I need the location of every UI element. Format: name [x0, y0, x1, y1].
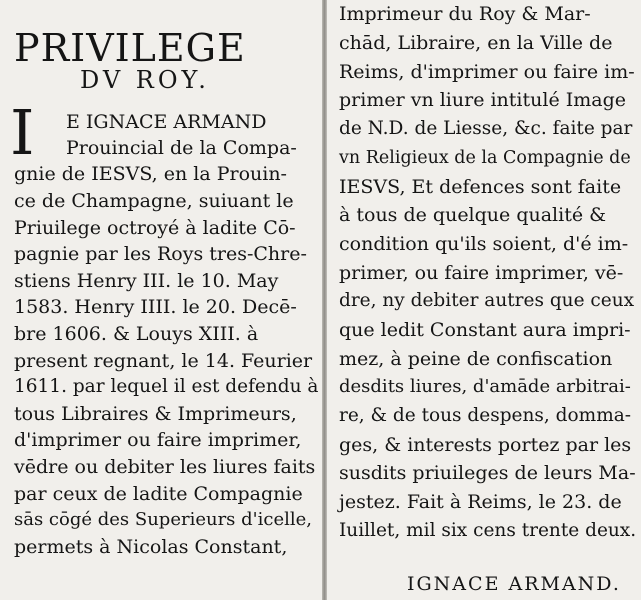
text-line: mez, à peine de confiscation — [339, 348, 613, 370]
text-line: ges, & interests portez par les — [339, 434, 632, 456]
text-line: primer vn liure intitulé Image — [339, 89, 626, 111]
text-line: chād, Libraire, en la Ville de — [339, 32, 613, 54]
text-line: re, & de tous despens, domma- — [339, 405, 632, 426]
text-line: condition qu'ils soient, d'é im- — [339, 233, 629, 255]
text-line: IESVS, Et defences sont faite — [339, 176, 622, 198]
text-line: Iuillet, mil six cens trente deux. — [339, 520, 637, 541]
text-line: bre 1606. & Louys XIII. à — [14, 323, 259, 345]
right-page — [327, 0, 641, 600]
text-line: stiens Henry III. le 10. May — [14, 270, 279, 292]
text-line: present regnant, le 14. Feurier — [14, 350, 313, 372]
privilege-title: PRIVILEGE — [14, 26, 246, 70]
text-line: vn Religieux de la Compagnie de — [339, 148, 631, 168]
text-line: tous Libraires & Imprimeurs, — [14, 403, 297, 425]
text-line: que ledit Constant aura impri- — [339, 319, 631, 341]
text-line: 1583. Henry IIII. le 20. Decē- — [14, 296, 297, 318]
text-line: vēdre ou debiter les liures faits — [14, 456, 316, 478]
text-line: Reims, d'imprimer ou faire im- — [339, 61, 635, 83]
text-line: sās cōgé des Superieurs d'icelle, — [14, 509, 312, 530]
text-line: Imprimeur du Roy & Mar- — [339, 3, 591, 25]
text-line: gnie de IESVS, en la Prouin- — [14, 163, 287, 185]
signature-line: IGNACE ARMAND. — [407, 573, 621, 595]
text-line: ce de Champagne, suiuant le — [14, 190, 294, 212]
text-line: de N.D. de Liesse, &c. faite par — [339, 118, 633, 139]
text-line: desdits liures, d'amāde arbitrai- — [339, 376, 631, 397]
text-line: permets à Nicolas Constant, — [14, 536, 288, 558]
text-line: susdits priuileges de leurs Ma- — [339, 462, 636, 484]
text-line: E IGNACE ARMAND — [66, 111, 267, 133]
text-line: Prouincial de la Compa- — [66, 137, 297, 159]
drop-cap: I — [10, 96, 35, 169]
text-line: à tous de quelque qualité & — [339, 204, 607, 226]
text-line: Priuilege octroyé à ladite Cō- — [14, 217, 296, 239]
text-line: d'imprimer ou faire imprimer, — [14, 429, 302, 451]
text-line: 1611. par lequel il est defendu à — [14, 376, 319, 397]
text-line: par ceux de ladite Compagnie — [14, 483, 303, 505]
text-line: dre, ny debiter autres que ceux — [339, 290, 635, 311]
privilege-subtitle: DV ROY. — [80, 66, 210, 94]
text-line: pagnie par les Roys tres-Chre- — [14, 243, 307, 265]
text-line: jestez. Fait à Reims, le 23. de — [339, 491, 622, 513]
text-line: primer, ou faire imprimer, vē- — [339, 262, 624, 284]
